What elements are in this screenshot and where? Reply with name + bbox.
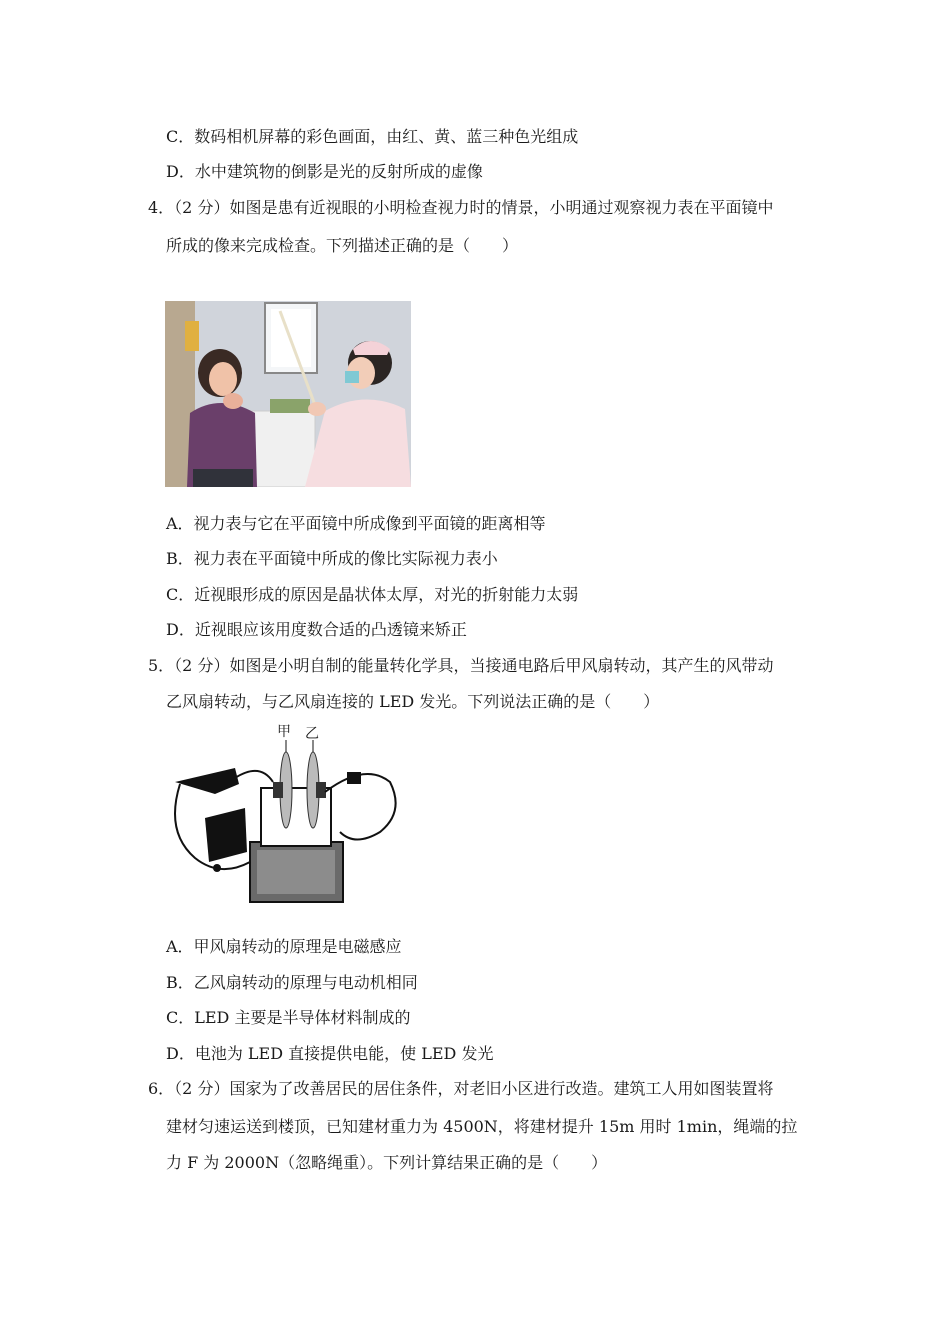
label-fan-yi: 乙 [305,726,319,742]
q3-option-c: C．数码相机屏幕的彩色画面，由红、黄、蓝三种色光组成 [166,127,579,146]
wire-top [235,771,273,782]
q5-option-b: B．乙风扇转动的原理与电动机相同 [166,973,418,992]
q4-stem-line2: 所成的像来完成检查。下列描述正确的是（ ） [166,236,519,255]
q4-stem-line1: 4．（2 分）如图是患有近视眼的小明检查视力时的情景，小明通过观察视力表在平面镜中 [148,198,774,217]
q4-option-c: C．近视眼形成的原因是晶状体太厚，对光的折射能力太弱 [166,585,579,604]
eye-exam-photo [165,301,411,487]
wet-floor-sign [185,321,199,351]
battery-holder [175,768,239,794]
girl-hand [223,393,243,409]
fan-apparatus-drawing [165,722,405,908]
tray [270,399,310,413]
q5-option-a: A．甲风扇转动的原理是电磁感应 [166,937,402,956]
led [347,772,361,784]
q4-option-b: B．视力表在平面镜中所成的像比实际视力表小 [166,549,498,568]
label-fan-jia: 甲 [277,724,291,740]
nurse-hand [308,402,326,416]
girl-face [209,362,237,396]
motor-jia [273,782,283,798]
q6-stem-line1: 6．（2 分）国家为了改善居民的居住条件，对老旧小区进行改造。建筑工人用如图装置将 [148,1079,774,1098]
q5-stem-line2: 乙风扇转动，与乙风扇连接的 LED 发光。下列说法正确的是（ ） [166,692,660,711]
q5-stem-line1: 5．（2 分）如图是小明自制的能量转化学具，当接通电路后甲风扇转动，其产生的风带动 [148,656,774,675]
fan-apparatus-figure [165,722,405,908]
q4-option-d: D．近视眼应该用度数合适的凸透镜来矫正 [166,620,467,639]
q6-stem-line3: 力 F 为 2000N（忽略绳重）。下列计算结果正确的是（ ） [166,1153,608,1172]
q6-stem-line2: 建材匀速运送到楼顶，已知建材重力为 4500N，将建材提升 15m 用时 1min，绳端的拉 [166,1117,798,1136]
q5-option-c: C．LED 主要是半导体材料制成的 [166,1008,411,1027]
base-box-inner [257,850,335,894]
q5-option-d: D．电池为 LED 直接提供电能，使 LED 发光 [166,1044,494,1063]
chair [193,469,253,487]
q3-option-d: D．水中建筑物的倒影是光的反射所成的虚像 [166,162,483,181]
nurse-mask [345,371,359,383]
q4-option-a: A．视力表与它在平面镜中所成像到平面镜的距离相等 [166,514,546,533]
battery [205,808,247,862]
generator-yi [316,782,326,798]
